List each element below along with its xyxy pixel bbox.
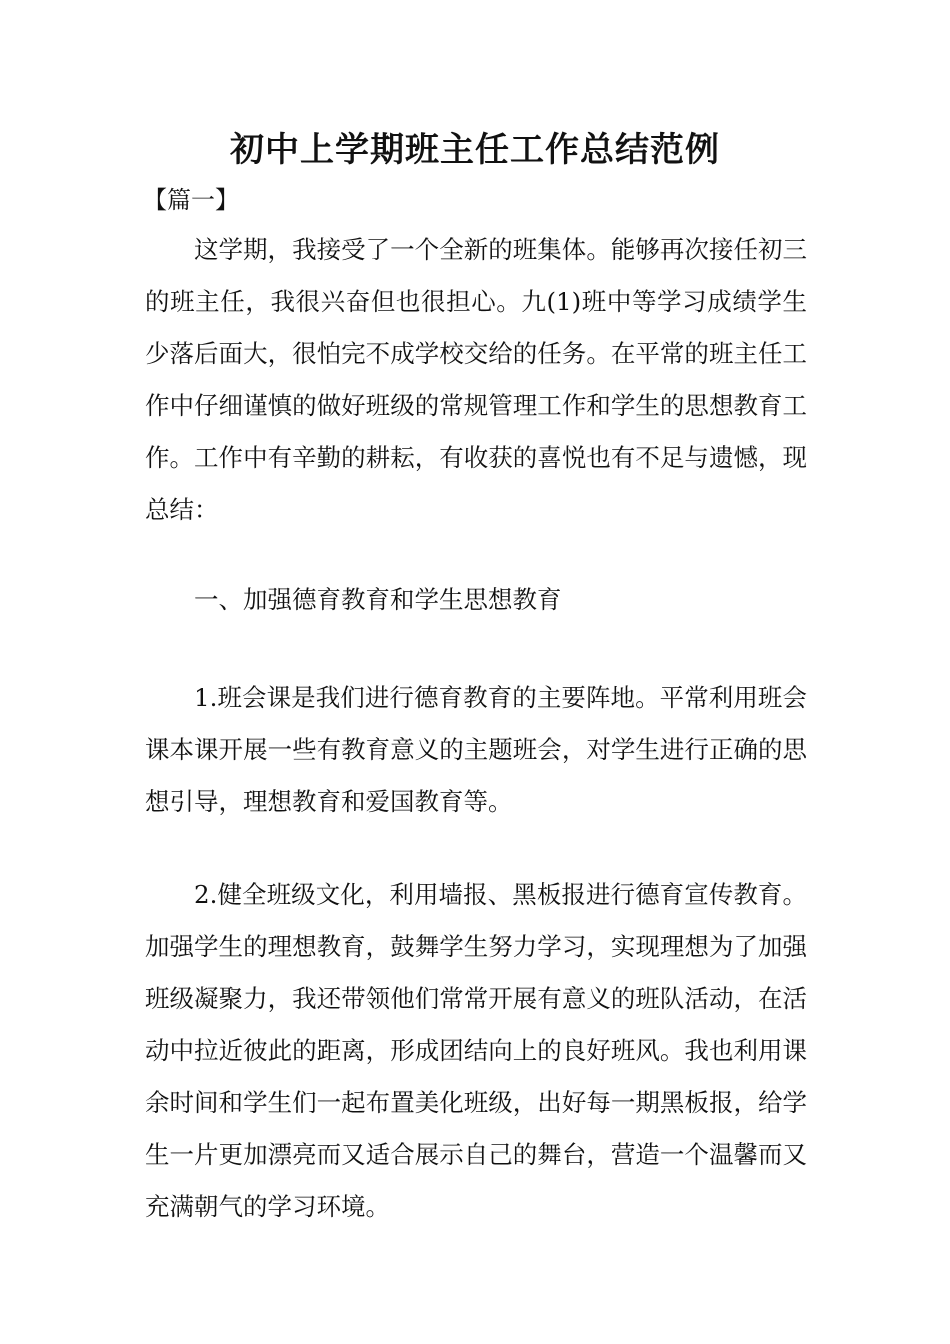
document-title: 初中上学期班主任工作总结范例	[230, 130, 720, 170]
list-item-1: 1.班会课是我们进行德育教育的主要阵地。平常利用班会课本课开展一些有教育意义的主题班会，对学生进行正确的思想引导，理想教育和爱国教育等。	[145, 683, 807, 816]
section-heading-1: 一、加强德育教育和学生思想教育	[194, 585, 562, 614]
section-tag: 【篇一】	[143, 186, 239, 214]
list-item-2: 2.健全班级文化，利用墙报、黑板报进行德育宣传教育。加强学生的理想教育，鼓舞学生努力学习，实现理想为了加强班级凝聚力，我还带领他们常常开展有意义的班队活动，在活动中拉近彼此的距离，形成团结向上的良好班风。我也利用课余时间和学生们一起布置美化班级，出好每一期黑板报，给学生一片更加漂亮而又适合展示自己的舞台，营造一个温馨而又充满朝气的学习环境。	[145, 880, 807, 1221]
intro-paragraph: 这学期，我接受了一个全新的班集体。能够再次接任初三的班主任，我很兴奋但也很担心。九(1)班中等学习成绩学生少落后面大，很怕完不成学校交给的任务。在平常的班主任工作中仔细谨慎的做好班级的常规管理工作和学生的思想教育工作。工作中有辛勤的耕耘，有收获的喜悦也有不足与遗憾，现总结：	[145, 235, 807, 524]
